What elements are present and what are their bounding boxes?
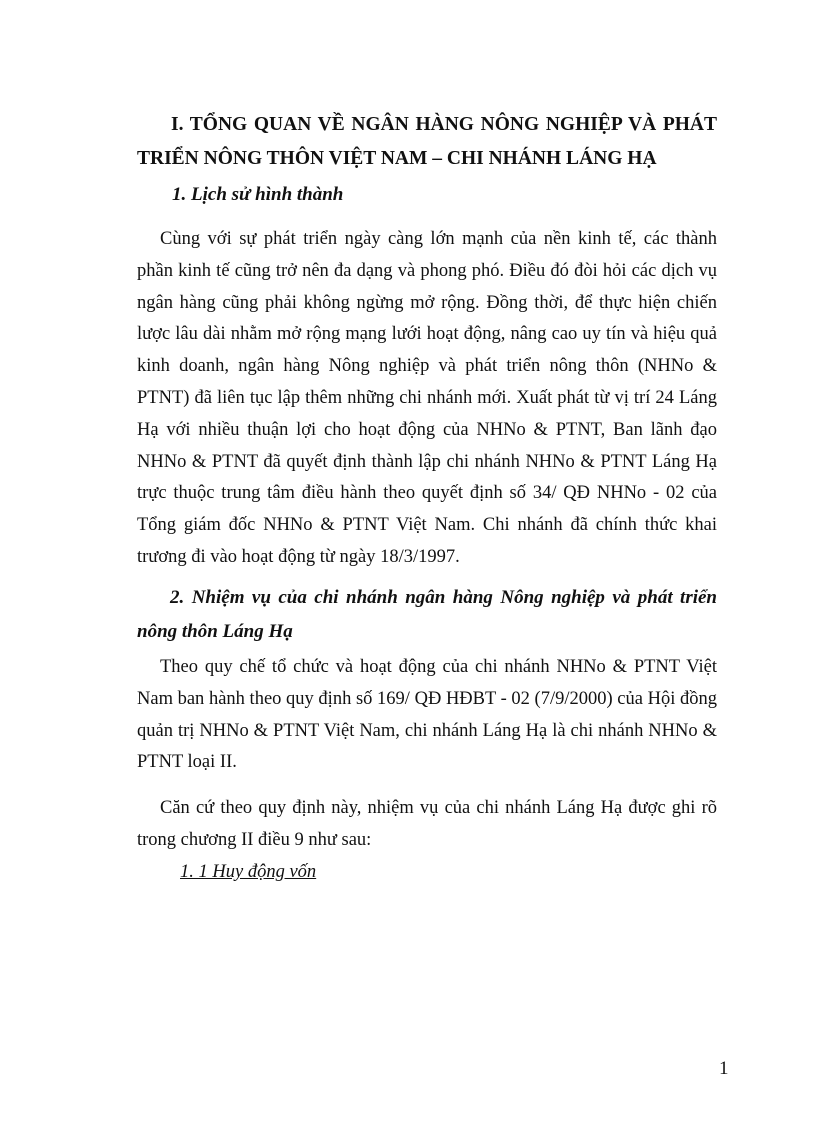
section-2-title-line-1: 2. Nhiệm vụ của chi nhánh ngân hàng Nông nghiệp và phát triển [170, 587, 717, 608]
subsection-title: 1. 1 Huy động vốn [180, 862, 317, 882]
page-number: 1 [719, 1058, 729, 1079]
section-1-paragraph: Cùng với sự phát triển ngày càng lớn mạnh của nền kinh tế, các thành phần kinh tế cũng trở nên đa dạng và phong phó. Điều đó đòi hỏi các dịch vụ ngân hàng cũng phải không ngừng mở rộng. Đồng thời, để thực hiện chiến lược lâu dài nhằm mở rộng mạng lưới hoạt động, nâng cao uy tín và hiệu quả kinh doanh, ngân hàng Nông nghiệp và phát triển nông thôn (NHNo & PTNT) đã liên tục lập thêm những chi nhánh mới. Xuất phát từ vị trí 24 Láng Hạ với nhiều thuận lợi cho hoạt động của NHNo & PTNT, Ban lãnh đạo NHNo & PTNT đã quyết định thành lập chi nhánh NHNo & PTNT Láng Hạ trực thuộc trung tâm điều hành theo quyết định số 34/ QĐ NHNo - 02 của Tổng giám đốc NHNo & PTNT Việt Nam. Chi nhánh đã chính thức khai trương đi vào hoạt động từ ngày 18/3/1997. [137, 229, 717, 567]
section-2-title-line-2: nông thôn Láng Hạ [137, 621, 293, 642]
section-2-paragraph-1: Theo quy chế tổ chức và hoạt động của chi nhánh NHNo & PTNT Việt Nam ban hành theo quy định số 169/ QĐ HĐBT - 02 (7/9/2000) của Hội đồng quản trị NHNo & PTNT Việt Nam, chi nhánh Láng Hạ là chi nhánh NHNo & PTNT loại II. [137, 657, 717, 773]
section-2-title [137, 581, 717, 649]
section-1-title: 1. Lịch sử hình thành [172, 184, 344, 205]
chapter-heading-line-2: TRIỂN NÔNG THÔN VIỆT NAM – CHI NHÁNH LÁNG HẠ [137, 148, 657, 169]
section-2-paragraph-2: Căn cứ theo quy định này, nhiệm vụ của chi nhánh Láng Hạ được ghi rõ trong chương II điều 9 như sau: [137, 798, 717, 850]
chapter-heading-line-1: I. TỔNG QUAN VỀ NGÂN HÀNG NÔNG NGHIỆP VÀ PHÁT [171, 114, 717, 135]
chapter-heading [137, 108, 717, 176]
